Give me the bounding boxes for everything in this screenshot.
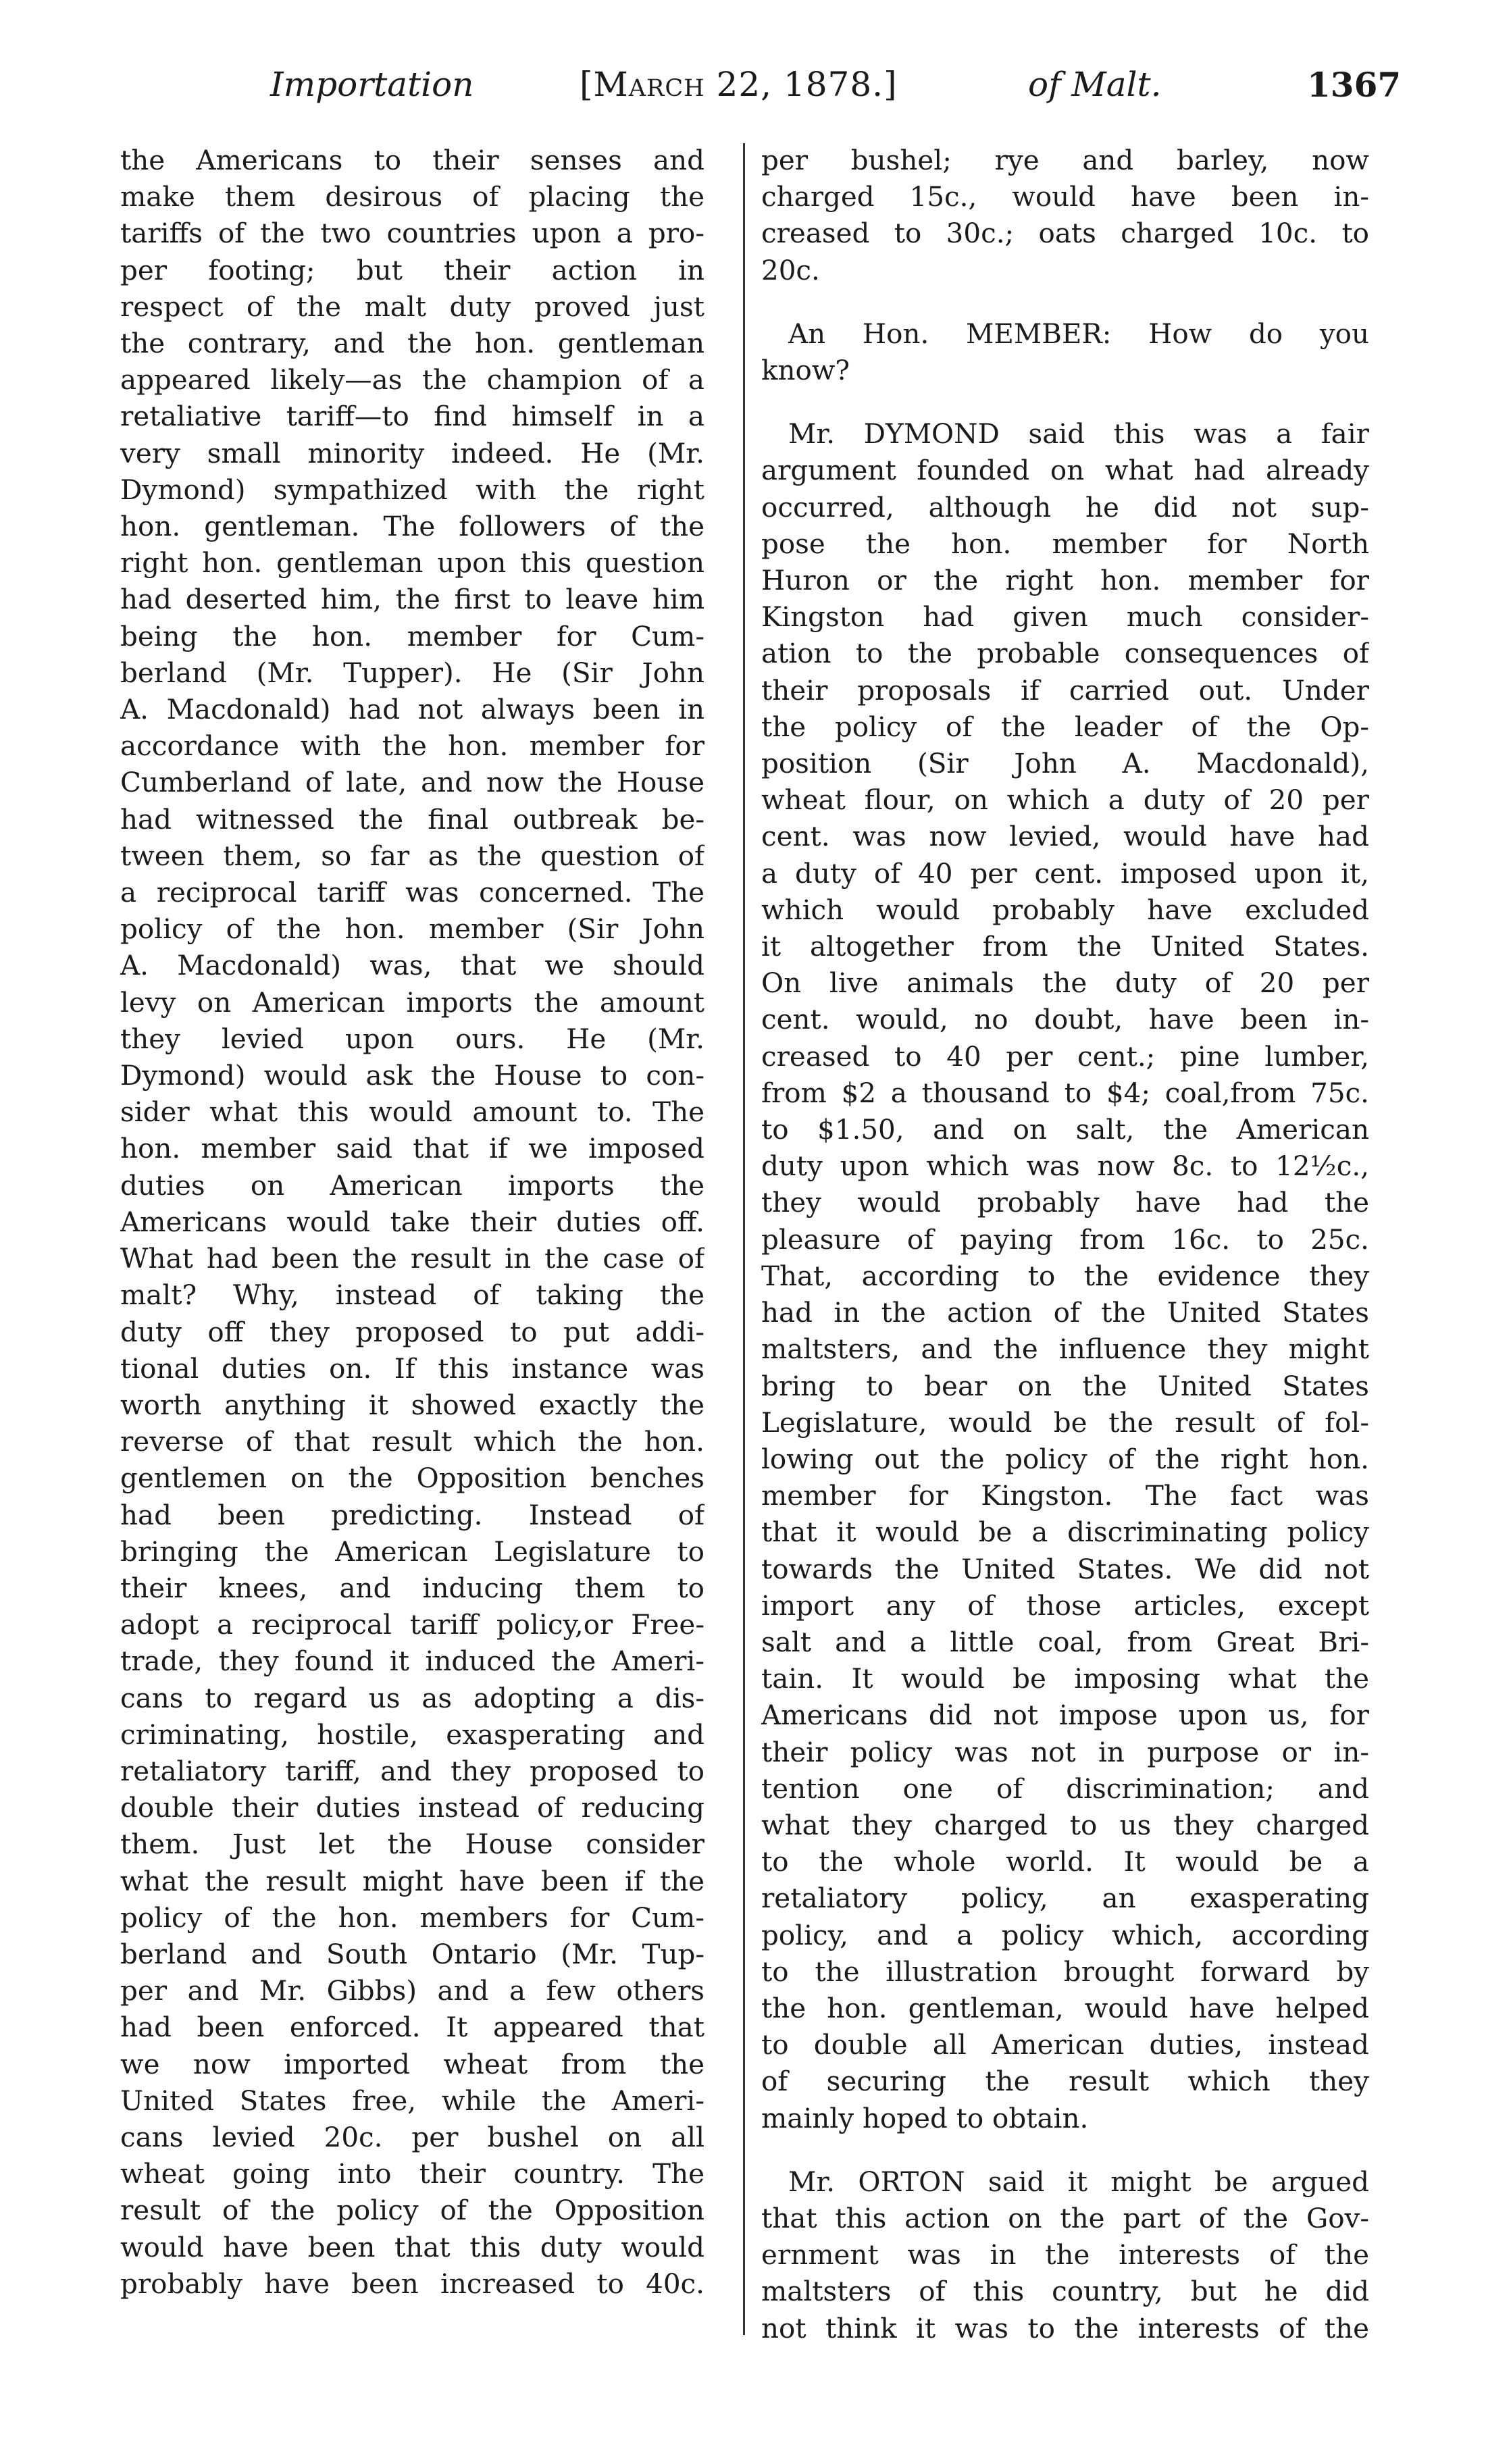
text-line: maltsters, and the influence they might bbox=[761, 1333, 1369, 1366]
text-line: adopt a reciprocal tariff policy,or Free- bbox=[120, 1608, 704, 1641]
text-line: berland and South Ontario (Mr. Tup- bbox=[120, 1937, 704, 1970]
text-line: maltsters of this country, but he did bbox=[761, 2275, 1369, 2308]
left-column bbox=[120, 142, 704, 2302]
text-line: berland (Mr. Tupper). He (Sir John bbox=[120, 656, 704, 689]
text-line: would have been that this duty would bbox=[120, 2230, 704, 2263]
text-line: Mr. ORTON said it might be argued bbox=[788, 2165, 1369, 2198]
text-line: retaliative tariff—to find himself in a bbox=[120, 400, 704, 433]
header-right-title: of Malt. bbox=[1028, 65, 1162, 104]
paragraph-rye-barley bbox=[761, 142, 1369, 288]
text-line: An Hon. MEMBER: How do you bbox=[788, 317, 1369, 350]
text-line: import any of those articles, except bbox=[761, 1589, 1369, 1622]
text-line: Mr. DYMOND said this was a fair bbox=[788, 417, 1369, 451]
text-line: they levied upon ours. He (Mr. bbox=[120, 1022, 704, 1055]
text-line: their proposals if carried out. Under bbox=[761, 673, 1369, 707]
page-header bbox=[0, 65, 1486, 119]
header-date: [March 22, 1878.] bbox=[580, 65, 898, 104]
text-line: Cumberland of late, and now the House bbox=[120, 766, 704, 799]
text-line: to the whole world. It would be a bbox=[761, 1845, 1369, 1878]
text-line: which would probably have excluded bbox=[761, 893, 1369, 926]
text-line: levy on American imports the amount bbox=[120, 985, 704, 1019]
text-line: sider what this would amount to. The bbox=[120, 1096, 704, 1129]
text-line: that this action on the part of the Gov- bbox=[761, 2201, 1369, 2234]
text-line: occurred, although he did not sup- bbox=[761, 490, 1369, 523]
text-line: cans to regard us as adopting a dis- bbox=[120, 1681, 704, 1714]
text-line: they would probably have had the bbox=[761, 1186, 1369, 1219]
text-line: member for Kingston. The fact was bbox=[761, 1479, 1369, 1512]
text-line: being the hon. member for Cum- bbox=[120, 619, 704, 652]
text-line: their knees, and inducing them to bbox=[120, 1571, 704, 1604]
text-line: salt and a little coal, from Great Bri- bbox=[761, 1625, 1369, 1658]
text-line: the policy of the leader of the Op- bbox=[761, 710, 1369, 743]
text-line: bringing the American Legislature to bbox=[120, 1535, 704, 1568]
text-line: policy of the hon. members for Cum- bbox=[120, 1901, 704, 1934]
text-line: ernment was in the interests of the bbox=[761, 2238, 1369, 2272]
text-line: the Americans to their senses and bbox=[120, 144, 704, 176]
text-line: trade, they found it induced the Ameri- bbox=[120, 1645, 704, 1678]
text-line: a duty of 40 per cent. imposed upon it, bbox=[761, 856, 1369, 890]
paragraph-mr-orton bbox=[761, 2163, 1369, 2346]
text-line: very small minority indeed. He (Mr. bbox=[120, 436, 704, 469]
text-line: What had been the result in the case of bbox=[120, 1242, 704, 1275]
text-line: Americans did not impose upon us, for bbox=[761, 1699, 1369, 1732]
text-line: pleasure of paying from 16c. to 25c. bbox=[761, 1223, 1369, 1256]
text-line: had witnessed the final outbreak be- bbox=[120, 802, 704, 836]
text-line: position (Sir John A. Macdonald), bbox=[761, 747, 1369, 780]
text-line: mainly hoped to obtain. bbox=[761, 2101, 1089, 2134]
text-line: creased to 40 per cent.; pine lumber, bbox=[761, 1040, 1369, 1073]
text-line: them. Just let the House consider bbox=[120, 1828, 704, 1861]
text-line: tain. It would be imposing what the bbox=[761, 1662, 1369, 1695]
text-line: A. Macdonald) had not always been in bbox=[120, 693, 704, 726]
text-line: reverse of that result which the hon. bbox=[120, 1425, 704, 1458]
text-line: cans levied 20c. per bushel on all bbox=[120, 2120, 704, 2153]
text-line: from $2 a thousand to $4; coal,from 75c. bbox=[761, 1076, 1369, 1109]
text-line: 20c. bbox=[761, 253, 820, 286]
text-line: tariffs of the two countries upon a pro- bbox=[120, 217, 704, 250]
text-line: what the result might have been if the bbox=[120, 1864, 704, 1897]
text-line: charged 15c., would have been in- bbox=[761, 180, 1369, 213]
text-line: tween them, so far as the question of bbox=[120, 839, 704, 872]
text-line: gentlemen on the Opposition benches bbox=[120, 1462, 704, 1495]
text-line: cent. was now levied, would have had bbox=[761, 820, 1369, 853]
text-line: wheat going into their country. The bbox=[120, 2157, 704, 2190]
text-line: cent. would, no doubt, have been in- bbox=[761, 1003, 1369, 1036]
text-line: argument founded on what had already bbox=[761, 454, 1369, 487]
text-line: duty upon which was now 8c. to 12½c., bbox=[761, 1150, 1369, 1183]
text-line: tional duties on. If this instance was bbox=[120, 1352, 704, 1385]
text-line: had deserted him, the first to leave him bbox=[120, 583, 704, 616]
text-line: ation to the probable consequences of bbox=[761, 637, 1369, 670]
text-line: policy of the hon. member (Sir John bbox=[120, 913, 704, 946]
text-line: On live animals the duty of 20 per bbox=[761, 967, 1369, 1000]
text-line: the hon. gentleman, would have helped bbox=[761, 1991, 1369, 2024]
text-line: United States free, while the Ameri- bbox=[120, 2084, 704, 2117]
text-line: not think it was to the interests of the bbox=[761, 2311, 1369, 2344]
text-line: make them desirous of placing the bbox=[120, 180, 704, 213]
text-line: per footing; but their action in bbox=[120, 253, 704, 286]
text-line: Americans would take their duties off. bbox=[120, 1205, 704, 1238]
text-line: know? bbox=[761, 354, 850, 387]
text-line: duties on American imports the bbox=[120, 1169, 704, 1202]
page-number: 1367 bbox=[1307, 65, 1402, 105]
text-line: That, according to the evidence they bbox=[761, 1259, 1369, 1292]
text-line: Dymond) sympathized with the right bbox=[120, 473, 704, 506]
text-line: had been predicting. Instead of bbox=[120, 1498, 704, 1531]
text-line: hon. gentleman. The followers of the bbox=[120, 510, 704, 543]
text-line: appeared likely—as the champion of a bbox=[120, 363, 704, 396]
text-line: that it would be a discriminating policy bbox=[761, 1516, 1369, 1549]
text-line: of securing the result which they bbox=[761, 2065, 1369, 2098]
text-line: it altogether from the United States. bbox=[761, 930, 1369, 963]
paragraph-hon-member bbox=[761, 315, 1369, 388]
text-line: per bushel; rye and barley, now bbox=[761, 144, 1369, 176]
text-line: criminating, hostile, exasperating and bbox=[120, 1718, 704, 1751]
text-line: Kingston had given much consider- bbox=[761, 600, 1369, 634]
text-line: bring to bear on the United States bbox=[761, 1369, 1369, 1402]
text-line: A. Macdonald) was, that we should bbox=[120, 949, 704, 982]
header-left-title: Importation bbox=[270, 65, 474, 104]
text-line: their policy was not in purpose or in- bbox=[761, 1735, 1369, 1768]
text-line: policy, and a policy which, according bbox=[761, 1918, 1369, 1951]
text-line: the contrary, and the hon. gentleman bbox=[120, 327, 704, 360]
right-column bbox=[761, 142, 1369, 2346]
text-line: probably have been increased to 40c. bbox=[120, 2267, 704, 2300]
text-line: duty off they proposed to put addi- bbox=[120, 1315, 704, 1348]
text-line: creased to 30c.; oats charged 10c. to bbox=[761, 217, 1369, 250]
text-line: we now imported wheat from the bbox=[120, 2047, 704, 2080]
text-line: tention one of discrimination; and bbox=[761, 1772, 1369, 1805]
text-line: had in the action of the United States bbox=[761, 1296, 1369, 1329]
text-line: hon. member said that if we imposed bbox=[120, 1132, 704, 1165]
text-line: towards the United States. We did not bbox=[761, 1552, 1369, 1585]
text-line: pose the hon. member for North bbox=[761, 527, 1369, 560]
text-line: respect of the malt duty proved just bbox=[120, 290, 704, 323]
text-line: per and Mr. Gibbs) and a few others bbox=[120, 1974, 704, 2007]
text-line: wheat flour, on which a duty of 20 per bbox=[761, 784, 1369, 817]
text-line: Dymond) would ask the House to con- bbox=[120, 1059, 704, 1092]
text-line: Huron or the right hon. member for bbox=[761, 564, 1369, 597]
text-line: accordance with the hon. member for bbox=[120, 729, 704, 763]
text-line: had been enforced. It appeared that bbox=[120, 2011, 704, 2044]
paragraph-mr-dymond bbox=[761, 415, 1369, 2136]
text-line: to the illustration brought forward by bbox=[761, 1955, 1369, 1988]
text-line: to double all American duties, instead bbox=[761, 2028, 1369, 2061]
text-line: what they charged to us they charged bbox=[761, 1808, 1369, 1841]
text-line: Legislature, would be the result of fol- bbox=[761, 1406, 1369, 1439]
column-divider bbox=[743, 143, 745, 2335]
text-line: lowing out the policy of the right hon. bbox=[761, 1442, 1369, 1475]
text-line: right hon. gentleman upon this question bbox=[120, 546, 704, 580]
text-line: a reciprocal tariff was concerned. The bbox=[120, 876, 704, 909]
text-line: to $1.50, and on salt, the American bbox=[761, 1113, 1369, 1146]
text-line: result of the policy of the Opposition bbox=[120, 2194, 704, 2227]
text-line: double their duties instead of reducing bbox=[120, 1791, 704, 1824]
text-line: retaliatory tariff, and they proposed to bbox=[120, 1754, 704, 1787]
text-line: retaliatory policy, an exasperating bbox=[761, 1882, 1369, 1915]
text-line: malt? Why, instead of taking the bbox=[120, 1279, 704, 1312]
text-line: worth anything it showed exactly the bbox=[120, 1388, 704, 1421]
